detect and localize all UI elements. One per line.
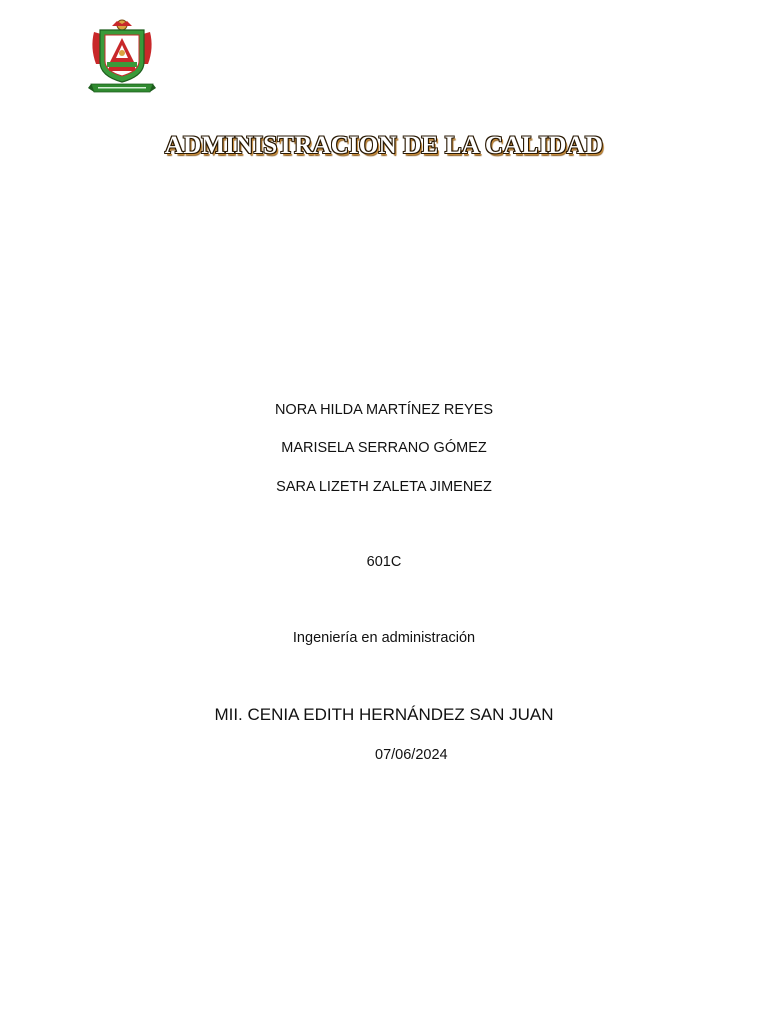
student-name-2: MARISELA SERRANO GÓMEZ: [281, 440, 487, 456]
student-name-1: NORA HILDA MARTÍNEZ REYES: [274, 402, 494, 418]
shield-icon: [88, 18, 156, 96]
student-name-3: SARA LIZETH ZALETA JIMENEZ: [276, 479, 492, 495]
career-name: Ingeniería en administración: [292, 630, 476, 646]
document-date: 07/06/2024: [375, 747, 448, 763]
teacher-name: MII. CENIA EDITH HERNÁNDEZ SAN JUAN: [214, 705, 554, 724]
institution-logo: [88, 18, 156, 96]
group-code: 601C: [366, 554, 402, 570]
document-title: ADMINISTRACION DE LA CALIDAD: [164, 132, 604, 159]
